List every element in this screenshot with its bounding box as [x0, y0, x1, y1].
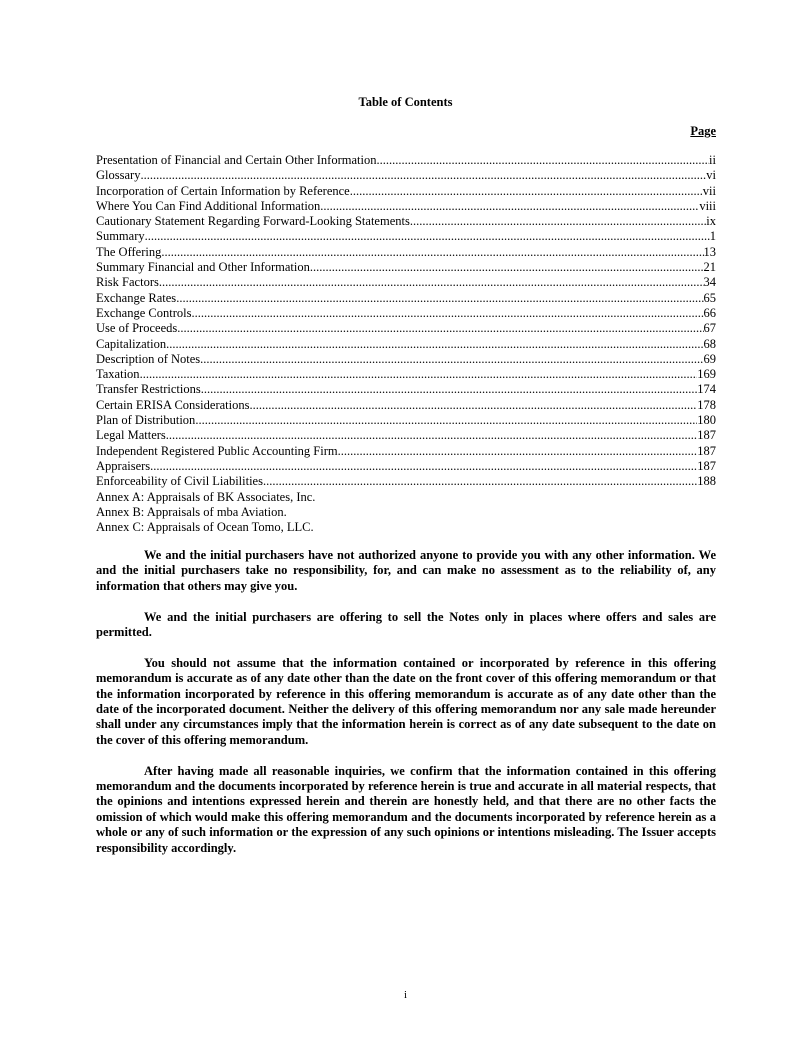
toc-entry[interactable] [96, 337, 716, 352]
toc-entry-label: Summary Financial and Other Information [96, 260, 310, 275]
disclaimer-paragraph: After having made all reasonable inquiries, we confirm that the information contained in this offering memorandum and the documents incorporated by reference herein is true and accurate in all material respects, that the opinions and intentions expressed herein and therein are honestly held, and that there are no other facts the omission of which would make this offering memorandum and the documents incorporated by reference herein as a whole or any of such information or the expression of any such opinions or intentions misleading. The Issuer accepts responsibility accordingly. [96, 763, 716, 855]
toc-entry[interactable] [96, 306, 716, 321]
toc-entry-page: vii [702, 183, 716, 198]
toc-entry-label: Enforceability of Civil Liabilities [96, 474, 263, 489]
toc-entry-label: Cautionary Statement Regarding Forward-Looking Statements [96, 214, 410, 229]
toc-entry-label: Description of Notes [96, 351, 201, 366]
toc-dot-leader [201, 382, 698, 397]
toc-entry[interactable] [96, 260, 716, 275]
toc-entry-label: Where You Can Find Additional Information [96, 198, 321, 213]
toc-entry-page: 67 [703, 321, 716, 336]
toc-entry-label: Use of Proceeds [96, 321, 178, 336]
toc-dot-leader [376, 153, 709, 168]
toc-entry-label: The Offering [96, 244, 162, 259]
toc-entry[interactable] [96, 199, 716, 214]
toc-entry-label: Summary [96, 229, 145, 244]
toc-entry-label: Exchange Controls [96, 305, 192, 320]
toc-entry[interactable] [96, 168, 716, 183]
toc-entry-page: 68 [703, 336, 716, 351]
toc-dot-leader [166, 337, 703, 352]
toc-entry-page: vi [706, 168, 716, 183]
toc-entry-page: 1 [709, 229, 716, 244]
toc-dot-leader [338, 444, 698, 459]
toc-entry[interactable] [96, 214, 716, 229]
annex-entry: Annex A: Appraisals of BK Associates, Inc. [96, 489, 316, 504]
annex-entry: Annex C: Appraisals of Ocean Tomo, LLC. [96, 520, 314, 535]
toc-dot-leader [166, 428, 697, 443]
toc-entry-label: Capitalization [96, 336, 167, 351]
toc-entry[interactable] [96, 184, 716, 199]
toc-dot-leader [200, 352, 703, 367]
disclaimer-paragraph: We and the initial purchasers have not authorized anyone to provide you with any other information. We and the initial purchasers take no responsibility, for, and can make no assessment as to the reliability of, any information that others may give you. [96, 548, 716, 593]
toc-entry[interactable] [96, 413, 716, 428]
toc-entry-label: Incorporation of Certain Information by Reference [96, 183, 350, 198]
annex-list [96, 490, 716, 536]
toc-entry[interactable] [96, 245, 716, 260]
toc-entry-label: Exchange Rates [96, 290, 177, 305]
disclaimer-paragraphs [96, 548, 716, 871]
toc-entry[interactable] [96, 153, 716, 168]
toc-dot-leader [161, 245, 703, 260]
toc-entry-label: Appraisers [96, 458, 151, 473]
table-of-contents [96, 153, 716, 535]
toc-entry-label: Transfer Restrictions [96, 382, 201, 397]
toc-entry-label: Glossary [96, 168, 141, 183]
toc-entry-page: ix [706, 214, 716, 229]
toc-dot-leader [176, 291, 703, 306]
toc-entry[interactable] [96, 459, 716, 474]
toc-entry-page: 187 [697, 443, 716, 458]
toc-entry-label: Plan of Distribution [96, 413, 196, 428]
toc-entry-label: Risk Factors [96, 275, 159, 290]
toc-entry-page: 21 [703, 260, 716, 275]
disclaimer-paragraph: You should not assume that the information contained or incorporated by reference in this offering memorandum is accurate as of any date other than the date on the front cover of this offering memorandum or that the information incorporated by reference in this offering memorandum is accurate as of any date other than the date of the incorporated document. Neither the delivery of this offering memorandum nor any sale made hereunder shall under any circumstances imply that the information herein is correct as of any date subsequent to the date on the cover of this offering memorandum. [96, 655, 716, 747]
toc-dot-leader [410, 214, 706, 229]
toc-entry-page: 187 [697, 458, 716, 473]
toc-dot-leader [140, 168, 706, 183]
toc-entry[interactable] [96, 352, 716, 367]
toc-entries [96, 153, 716, 490]
toc-entry[interactable] [96, 444, 716, 459]
toc-entry-page: 174 [697, 382, 716, 397]
toc-entry-page: 66 [703, 305, 716, 320]
toc-dot-leader [195, 413, 697, 428]
toc-entry-page: 69 [703, 351, 716, 366]
toc-dot-leader [140, 367, 698, 382]
toc-entry-page: 65 [703, 290, 716, 305]
toc-dot-leader [191, 306, 703, 321]
toc-entry-label: Taxation [96, 367, 140, 382]
page-column-header: Page [690, 124, 716, 138]
toc-entry[interactable] [96, 229, 716, 244]
toc-dot-leader [150, 459, 697, 474]
toc-dot-leader [249, 398, 697, 413]
toc-entry[interactable] [96, 474, 716, 489]
toc-dot-leader [145, 229, 710, 244]
toc-entry-page: viii [699, 198, 716, 213]
disclaimer-paragraph: We and the initial purchasers are offering to sell the Notes only in places where offers and sales are permitted. [96, 609, 716, 640]
toc-dot-leader [350, 184, 703, 199]
toc-dot-leader [310, 260, 704, 275]
toc-dot-leader [320, 199, 699, 214]
toc-entry-label: Certain ERISA Considerations [96, 397, 250, 412]
toc-entry-label: Independent Registered Public Accounting Firm [96, 443, 338, 458]
toc-entry-page: ii [709, 153, 716, 167]
toc-entry-page: 180 [697, 413, 716, 428]
toc-entry-page: 169 [697, 367, 716, 382]
toc-entry-page: 187 [697, 428, 716, 443]
toc-entry-page: 13 [703, 244, 716, 259]
toc-entry[interactable] [96, 428, 716, 443]
toc-dot-leader [177, 321, 703, 336]
toc-entry[interactable] [96, 367, 716, 382]
toc-entry-page: 188 [697, 474, 716, 489]
toc-entry-label: Presentation of Financial and Certain Other Information [96, 153, 377, 167]
toc-entry-page: 34 [703, 275, 716, 290]
annex-entry: Annex B: Appraisals of mba Aviation. [96, 504, 287, 519]
toc-entry[interactable] [96, 321, 716, 336]
toc-entry[interactable] [96, 275, 716, 290]
toc-dot-leader [159, 275, 704, 290]
toc-entry-page: 178 [697, 397, 716, 412]
toc-entry[interactable] [96, 398, 716, 413]
toc-entry[interactable] [96, 291, 716, 306]
page-number: i [403, 989, 408, 1001]
toc-dot-leader [263, 474, 697, 489]
toc-title: Table of Contents [358, 95, 453, 109]
toc-entry-label: Legal Matters [96, 428, 166, 443]
toc-entry[interactable] [96, 382, 716, 397]
